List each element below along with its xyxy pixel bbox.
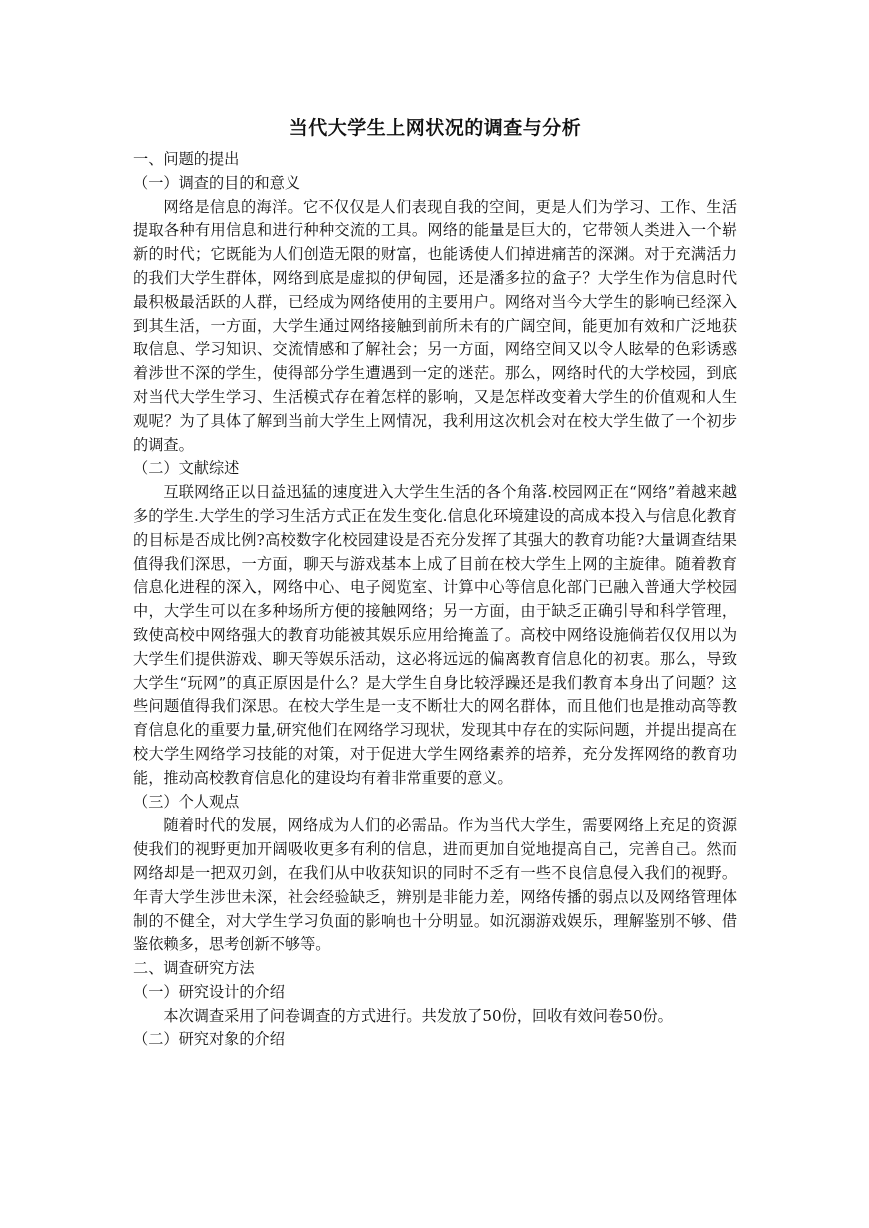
paragraph-purpose: 网络是信息的海洋。它不仅仅是人们表现自我的空间，更是人们为学习、工作、生活提取各种有用信息和进行种种交流的工具。网络的能量是巨大的，它带领人类进入一个崭新的时代；它既能为人们创造无限的财富，也能诱使人们掉进痛苦的深渊。对于充满活力的我们大学生群体，网络到底是虚拟的伊甸园，还是潘多拉的盒子？大学生作为信息时代最积极最活跃的人群，已经成为网络使用的主要用户。网络对当今大学生的影响已经深入到其生活，一方面，大学生通过网络接触到前所未有的广阔空间，能更加有效和广泛地获取信息、学习知识、交流情感和了解社会；另一方面，网络空间又以令人眩晕的色彩诱惑着涉世不深的学生，使得部分学生遭遇到一定的迷茫。那么，网络时代的大学校园，到底对当代大学生学习、生活模式存在着怎样的影响，又是怎样改变着大学生的价值观和人生观呢？为了具体了解到当前大学生上网情况，我利用这次机会对在校大学生做了一个初步的调查。 xyxy=(133,197,737,454)
section-2-heading: 二、调查研究方法 xyxy=(133,959,255,978)
subsection-2-2-heading: （二）研究对象的介绍 xyxy=(133,1030,285,1049)
subsection-1-2-heading: （二）文献综述 xyxy=(133,459,240,478)
paragraph-opinion: 随着时代的发展，网络成为人们的必需品。作为当代大学生，需要网络上充足的资源 使我们的视野更加开阔吸收更多有利的信息，进而更加自觉地提高自己，完善自己。然而网络却是一把双刃剑，在我们从中收获知识的同时不乏有一些不良信息侵入我们的视野。年青大学生涉世未深，社会经验缺乏，辨别是非能力差，网络传播的弱点以及网络管理体制的不健全，对大学生学习负面的影响也十分明显。如沉溺游戏娱乐，理解鉴别不够、借鉴依赖多，思考创新不够等。 xyxy=(133,816,753,954)
subsection-1-3-heading: （三）个人观点 xyxy=(133,792,240,811)
document-title: 当代大学生上网状况的调查与分析 xyxy=(288,117,582,139)
section-1-heading: 一、问题的提出 xyxy=(133,150,240,168)
subsection-1-1-heading: （一）调查的目的和意义 xyxy=(133,173,301,192)
document-body xyxy=(133,148,753,1052)
paragraph-design: 本次调查采用了问卷调查的方式进行。共发放了50份，回收有效问卷50份。 xyxy=(163,1006,673,1025)
subsection-2-1-heading: （一）研究设计的介绍 xyxy=(133,982,285,1001)
paragraph-literature: 互联网络正以日益迅猛的速度进入大学生生活的各个角落.校园网正在“网络”着越来越多的学生.大学生的学习生活方式正在发生变化.信息化环境建设的高成本投入与信息化教育的目标是否成比例?高校数字化校园建设是否充分发挥了其强大的教育功能?大量调查结果值得我们深思，一方面，聊天与游戏基本上成了目前在校大学生上网的主旋律。随着教育信息化进程的深入，网络中心、电子阅览室、计算中心等信息化部门已融入普通大学校园中，大学生可以在多种场所方便的接触网络；另一方面，由于缺乏正确引导和科学管理，致使高校中网络强大的教育功能被其娱乐应用给掩盖了。高校中网络设施倘若仅仅用以为大学生们提供游戏、聊天等娱乐活动，这必将远远的偏离教育信息化的初衷。那么，导致大学生“玩网”的真正原因是什么？是大学生自身比较浮躁还是我们教育本身出了问题？这些问题值得我们深思。在校大学生是一支不断壮大的网名群体，而且他们也是推动高等教育信息化的重要力量,研究他们在网络学习现状，发现其中存在的实际问题，并提出提高在校大学生网络学习技能的对策，对于促进大学生网络素养的培养，充分发挥网络的教育功能，推动高校教育信息化的建设均有着非常重要的意义。 xyxy=(133,483,737,787)
document-page xyxy=(133,116,753,1052)
